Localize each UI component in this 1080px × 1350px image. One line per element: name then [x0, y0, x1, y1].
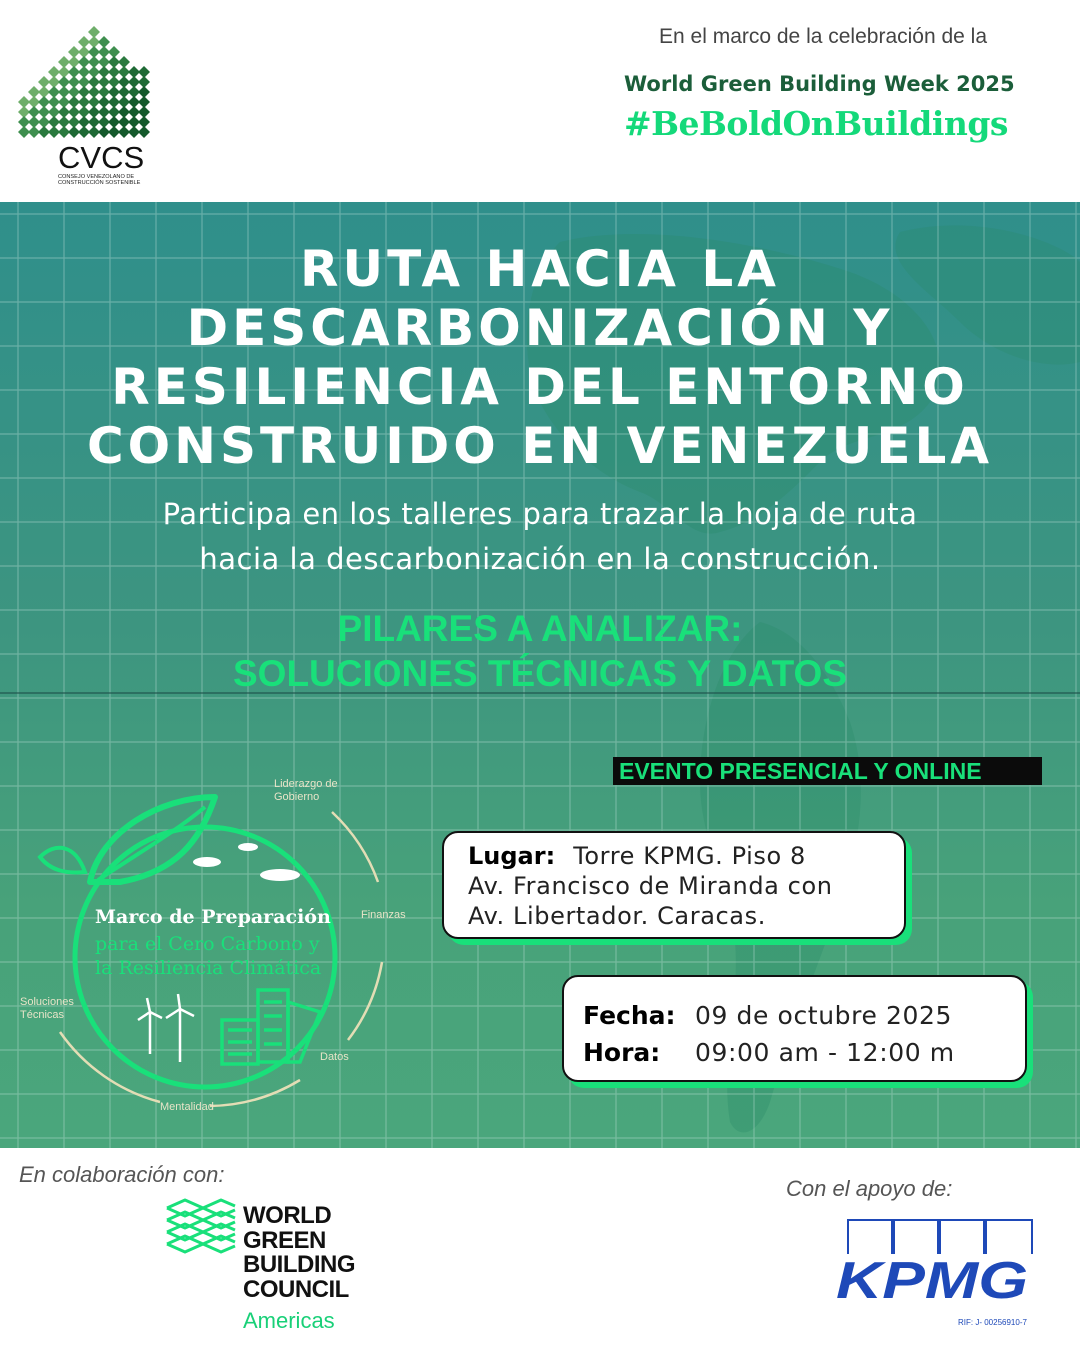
building-icon: [222, 990, 320, 1064]
pillar-leadership-line: Gobierno: [274, 791, 320, 803]
subtitle-line: hacia la descarbonización en la construcción.: [199, 542, 881, 576]
venue-card: [442, 831, 906, 939]
time-value: 09:00 am - 12:00 m: [695, 1038, 955, 1067]
pillars-line: PILARES A ANALIZAR:: [337, 608, 743, 649]
header-intro: En el marco de la celebración de la: [659, 25, 988, 48]
leaf-icon: [40, 797, 215, 882]
title-line: RUTA HACIA LA: [300, 240, 780, 298]
date-label: Fecha:: [583, 1001, 676, 1030]
partner-name-line: GREEN: [243, 1226, 326, 1254]
event-title: [40, 240, 1040, 476]
kpmg-logo: [836, 1218, 1036, 1304]
pillar-technical: [20, 996, 74, 1022]
pillar-technical-line: Técnicas: [20, 1009, 65, 1021]
title-line: DESCARBONIZACIÓN Y: [186, 299, 894, 357]
pillar-mindset: Mentalidad: [160, 1101, 214, 1113]
pillar-leadership: [274, 778, 338, 804]
sponsor-rif: RIF: J- 00256910-7: [958, 1318, 1027, 1327]
partner-name-line: BUILDING: [243, 1251, 355, 1278]
support-label: Con el apoyo de:: [786, 1176, 953, 1201]
subtitle-line: Participa en los talleres para trazar la hoja de ruta: [162, 497, 918, 531]
pillar-technical-line: Soluciones: [20, 996, 74, 1008]
framework-subtitle-line: para el Cero Carbono y: [95, 933, 320, 955]
venue-line: Av. Libertador. Caracas.: [468, 902, 766, 930]
schedule-card: [562, 975, 1027, 1082]
pillar-leadership-line: Liderazgo de: [274, 778, 338, 790]
main-panel: [0, 202, 1080, 1148]
header: [0, 0, 1080, 202]
framework-subtitle-line: la Resiliencia Climática: [95, 957, 322, 979]
venue-line: Av. Francisco de Miranda con: [468, 872, 833, 900]
wind-turbine-icon: [138, 994, 194, 1062]
org-acronym: CVCS: [58, 140, 145, 175]
title-line: RESILIENCIA DEL ENTORNO: [111, 358, 969, 416]
title-line: CONSTRUIDO EN VENEZUELA: [86, 417, 994, 475]
event-hashtag: #BeBoldOnBuildings: [624, 104, 1009, 143]
partner-name: [243, 1204, 355, 1302]
venue-label: Lugar:: [468, 842, 556, 870]
partner-name-line: COUNCIL: [243, 1275, 349, 1303]
event-subtitle: [60, 492, 1020, 582]
org-fullname: CONSEJO VENEZOLANO DE CONSTRUCCIÓN SOSTENIBLE: [58, 174, 141, 187]
framework-title: Marco de Preparación: [95, 906, 331, 928]
date-row: [583, 997, 1025, 1034]
time-row: [583, 1034, 1025, 1071]
cloud-icon: [193, 843, 300, 881]
event-name: World Green Building Week 2025: [624, 72, 1015, 96]
partner-region: Americas: [243, 1308, 335, 1333]
pillars-heading: [60, 606, 1020, 696]
footer: [0, 1148, 1080, 1350]
date-value: 09 de octubre 2025: [695, 1001, 952, 1030]
sponsor-wordmark: KPMG: [836, 1252, 1028, 1304]
venue-row: [468, 841, 904, 871]
venue-line: Torre KPMG. Piso 8: [573, 842, 806, 870]
wgbc-lattice-logo: [165, 1198, 237, 1254]
collaboration-label: En colaboración con:: [19, 1162, 225, 1187]
pillar-data: Datos: [320, 1051, 349, 1063]
pillar-finance: Finanzas: [361, 909, 406, 921]
framework-diagram: [0, 762, 420, 1132]
event-mode-badge: EVENTO PRESENCIAL Y ONLINE: [613, 757, 1042, 785]
time-label: Hora:: [583, 1038, 661, 1067]
pillars-line: SOLUCIONES TÉCNICAS Y DATOS: [232, 653, 848, 694]
partner-name-line: WORLD: [243, 1202, 332, 1229]
framework-subtitle: [95, 932, 321, 980]
